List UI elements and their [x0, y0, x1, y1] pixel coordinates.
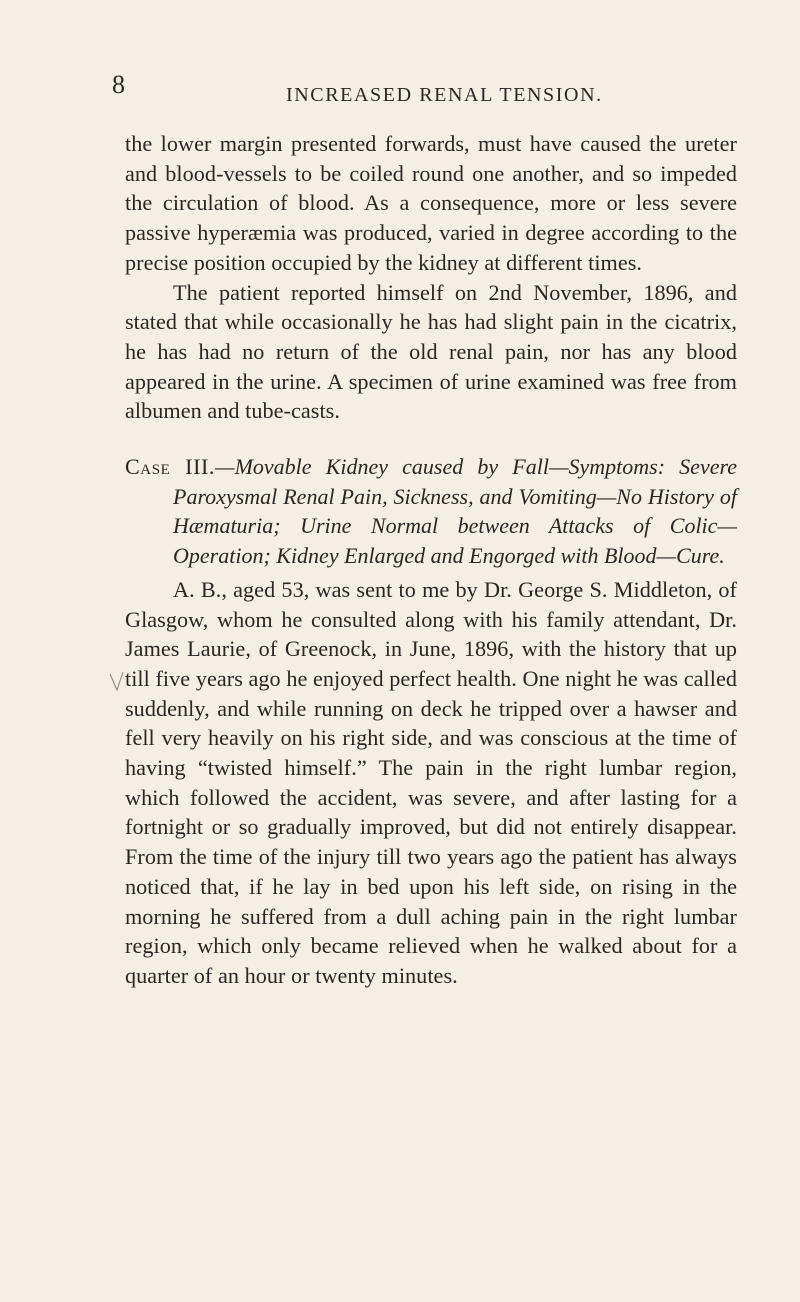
case-title: —Movable Kidney caused by Fall—Symptoms: Severe Paroxysmal Renal Pain, Sickness, and Vomiting—No History of Hæmaturia; Urine Normal between Attacks of Colic—Operation; Kidney Enlarged and Engorged with Blood—Cure.: [173, 454, 737, 569]
running-head: INCREASED RENAL TENSION.: [286, 84, 603, 106]
page-number: 8: [112, 70, 125, 99]
paragraph-followup: The patient reported himself on 2nd November, 1896, and stated that while occasionally he has had slight pain in the cicatrix, he has had no return of the old renal pain, nor has any blood appeared in the urine. A specimen of urine examined was free from albumen and tube-casts.: [125, 279, 737, 424]
case-label: Case III.: [125, 454, 216, 480]
case-body: A. B., aged 53, was sent to me by Dr. George S. Middleton, of Glasgow, whom he consulted along with his family attendant, Dr. James Laurie, of Greenock, in June, 1896, with the history that up till five years ago he enjoyed perfect health. One night he was called suddenly, and while running on deck he tripped over a hawser and fell very heavily on his right side, and was conscious at the time of having “twisted himself.” The pain in the right lumbar region, which followed the accident, was severe, and after lasting for a fortnight or so gradually improved, but did not entirely disappear. From the time of the injury till two years ago the patient has always noticed that, if he lay in bed upon his left side, on rising in the morning he suffered from a dull aching pain in the right lumbar region, which only became relieved when he walked about for a quarter of an hour or twenty minutes.: [125, 576, 737, 988]
page-body: [125, 129, 737, 991]
paragraph-continuation: the lower margin presented forwards, must have caused the ureter and blood-vessels to be coiled round one another, and so impeded the circulation of blood. As a consequence, more or less severe passive hyperæmia was produced, varied in degree according to the precise position occupied by the kidney at different times.: [125, 131, 737, 275]
case-heading: [125, 452, 737, 571]
